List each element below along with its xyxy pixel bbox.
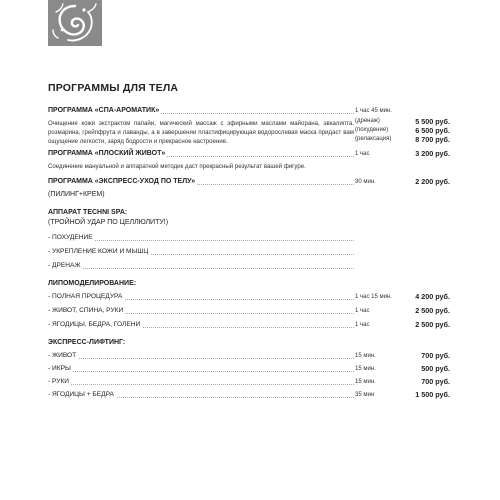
option-price: 6 500 руб. [415,126,450,135]
item-duration: 15 мин. [355,378,376,385]
dotted-leader [48,358,354,359]
item-label: - ЖИВОТ, СПИНА, РУКИ [48,306,124,314]
item-price: 700 руб. [421,350,450,360]
item-label: - РУКИ [48,377,70,385]
list-item [48,390,468,403]
program-name: ПРОГРАММА «ЭКСПРЕСС-УХОД ПО ТЕЛУ» [48,177,196,185]
dotted-leader [48,384,354,385]
item-label: - ПОЛНАЯ ПРОЦЕДУРА [48,292,123,300]
section-title: ЛИПОМОДЕЛИРОВАНИЕ: [48,279,137,287]
program-price: 3 200 руб. [415,148,450,158]
program-description: Очищение кожи экстрактом папайи, магический массаж с эфирными маслами майорана, эвкалипта, розмарина, грейпфрута и лаванды, а в завершении пластифицирующая водорослевая маска придаст вам ощущение легкости, заряд бодрости и прекрасное настроение. [48,120,354,146]
item-price: 700 руб. [421,376,450,386]
option-label: (дренаж) [355,118,380,124]
list-item [48,292,468,306]
dotted-leader [48,371,354,372]
item-price: 4 200 руб. [415,291,450,301]
item-price: 2 500 руб. [415,319,450,329]
item-price: 1 500 руб. [415,389,450,399]
item-duration: 15 мин. [355,365,376,372]
item-duration: 1 час [355,307,370,314]
price-list [48,82,468,403]
program-description: Соединение мануальной и аппаратной методик даст прекрасный результат вашей фигуре. [48,162,306,170]
spa-aromatic-program [48,106,468,147]
item-label: - ЯГОДИЦЫ, БЕДРА, ГОЛЕНИ [48,320,141,328]
item-label: - ИКРЫ [48,364,71,372]
option-label: (релаксация) [355,136,392,142]
spa-aromatic-row [48,106,468,116]
program-subtitle: (ПИЛИНГ+КРЕМ) [48,190,105,198]
item-duration: 1 час [355,321,370,328]
program-duration: 1 час 45 мин. [355,108,392,114]
option-label: (похудение) [355,127,389,133]
item-label: - ЖИВОТ [48,351,77,359]
list-item [48,320,468,334]
section-subtitle: (ТРОЙНОЙ УДАР ПО ЦЕЛЛЮЛИТУ!) [48,218,169,226]
item-duration: 1 час 15 мин. [355,293,392,300]
page-title: ПРОГРАММЫ ДЛЯ ТЕЛА [48,82,179,94]
item-label: - ДРЕНАЖ [48,261,81,269]
item-price: 500 руб. [421,363,450,373]
list-item [48,247,468,261]
program-duration: 1 час [355,150,370,157]
list-item [48,261,468,275]
section-title: АППАРАТ TECHNI SPA: [48,208,128,216]
section-title: ЭКСПРЕСС-ЛИФТИНГ: [48,338,126,346]
list-item [48,377,468,390]
item-label: - УКРЕПЛЕНИЕ КОЖИ И МЫШЦ [48,247,149,255]
item-label: - ЯГОДИЦЫ + БЕДРА [48,390,114,398]
express-care-row [48,177,468,187]
list-item [48,364,468,377]
dotted-leader [48,268,354,269]
program-name: ПРОГРАММА «СПА-АРОМАТИК» [48,107,160,114]
program-price: 2 200 руб. [415,176,450,186]
program-name: ПРОГРАММА «ПЛОСКИЙ ЖИВОТ» [48,149,166,157]
list-item [48,306,468,320]
option-price: 5 500 руб. [415,117,450,126]
ornament-logo-icon [48,0,102,46]
list-item [48,233,468,247]
flat-belly-row [48,149,468,159]
item-duration: 15 мин. [355,352,376,359]
item-duration: 35 мин [355,391,375,398]
item-price: 2 500 руб. [415,305,450,315]
option-price: 8 700 руб. [415,135,450,144]
list-item [48,351,468,364]
program-duration: 30 мин. [355,178,376,185]
item-label: - ПОХУДЕНИЕ [48,233,93,241]
